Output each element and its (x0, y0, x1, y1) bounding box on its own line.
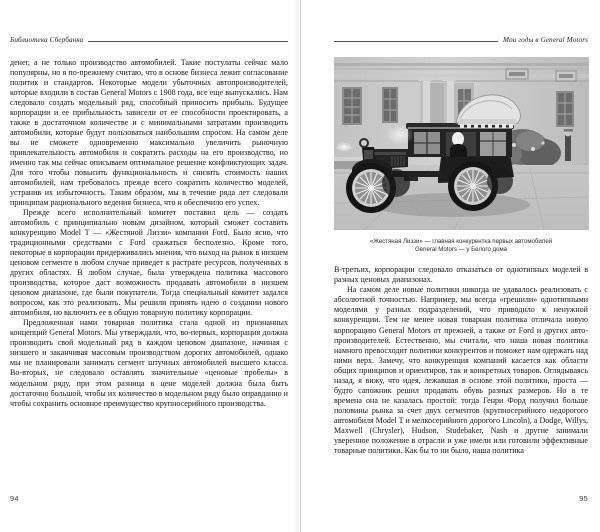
running-head-right-text: Мои годы в General Motors (502, 36, 588, 44)
caption-line-2: General Motors — у Белого дома (414, 246, 508, 254)
page-right (300, 0, 600, 532)
figure-caption (335, 238, 587, 254)
running-head-right (334, 33, 588, 47)
running-head-rule (88, 41, 288, 42)
paragraph: В-третьих, корпорации следовало отказаться от однотипных моделей в разных ценовых диапазонах. (334, 265, 588, 285)
folio-right: 95 (579, 494, 588, 503)
photograph (334, 57, 589, 230)
body-column-right (334, 265, 588, 455)
paragraph: Прежде всего исполнительный комитет поставил цель — создать автомобиль с принципиально новым дизайном, который сможет составить конкуренцию Model T — «Жестяной Лиззи» компании Ford. Было ясно, что традиционными средствами с Ford сражаться бесполезно. Кроме того, некоторые в корпорации придерживались мнения, что выход на рынок в низшем ценовом сегменте в любом случае приведет к растрате ресурсов, полученных в других областях. В любом случае, была утверждена политика массового производства, которое даст возможность продавать автомобили в низшем ценовом диапазоне, где были покупатели. Тогда специальный комитет задался вопросом, как это реализовать. Мы решили принять идею о создании нового автомобиля, но включить ее в общую товарную политику корпорации. (10, 208, 288, 318)
caption-line-1: «Жестяная Лиззи» — главная конкурентка первых автомобилей (369, 238, 553, 245)
paragraph: денег, а не только производство автомобилей. Такие постулаты сейчас мало популярны, но я по-прежнему считаю, что в основе бизнеса лежит согласование политик и стандартов. Некоторые модели убыточных автопроизводителей, которые входили в состав General Motors с 1908 года, все еще выпускались. Нам следовало создать модельный ряд, способный приносить прибыль. Будущее корпорации и ее прибыльность зависели от ее способности проектировать, а также в достаточном количестве и с минимальными затратами производить автомобили, которые будут пользоваться наибольшим спросом. На самом деле вы не сможете одновременно максимально увеличить рыночную привлекательность автомобиля и сократить расходы на его производство, но именно так мы сейчас описываем оптимальное решение конфликтующих задач. Для того чтобы повысить функциональность и снизить стоимость наших автомобилей, нам требовалось прежде всего сократить количество моделей, устранив их избыточность. Таким образом, мы в течение ряда лет следовали принципам рационального ведения бизнеса, что и обеспечило его успех. (10, 58, 288, 208)
paragraph: Предложенная нами товарная политика стала одной из признанных концепций General Motors. Мы утверждали, что, во-первых, корпорация должна производить свой модельный ряд в каждом ценовом диапазоне, начиная с низшего и заканчивая массовым производством дорогих автомобилей, однако мы не планировали занимать сегмент штучных автомобилей высшего класса. Во-вторых, не следовало оставлять значительные «ценовые пробелы» в модельном ряду, при этом разница в цене моделей должна была быть достаточно большой, чтобы их количество в модельном ряду было оправданно и чтобы сохранить основное преимущество крупносерийного производства. (10, 318, 288, 408)
model-t-photo-svg (334, 57, 589, 230)
body-column-left (10, 58, 288, 409)
paragraph: На самом деле новые политики никогда не удавалось реализовать с абсолютной точностью. Например, мы всегда «грешили» однотипными моделями у разных подразделений, что приводило к ненужной конкуренции. Тем не менее новая товарная политика отличала новую корпорацию General Motors от прежней, а также от Ford и других автопроизводителей. Естественно, мы считали, что наша новая политика намного превосходит политики конкурентов и поможет нам одержать над ними верх. Замечу, что конкуренция компаний касается как области общих принципов и ориентиров, так и конкретных товаров. Оглядываясь назад, я вижу, что идея, лежавшая в основе этой политики, проста — будто сапожник решил продавать обувь разных размеров. Но в те времена она не казалась простой: тогда Генри Форд получил больше половины рынка за счет двух сегментов (крупносерийного недорогого автомобиля Model T и мелкосерийного дорогого Lincoln), а Dodge, Willys, Maxwell (Chrysler), Hudson, Studebaker, Nash и другие занимали уверенное положение в отрасли и уже имели или готовили эффективные товарные политики. Как бы то ни было, наша политика (334, 285, 588, 455)
running-head-left (10, 33, 288, 47)
figure (334, 57, 588, 254)
running-head-rule (334, 41, 498, 42)
running-head-left-text: Библиотека Сбербанка (10, 36, 84, 44)
folio-left: 94 (10, 494, 19, 503)
photograph-image (334, 57, 589, 230)
